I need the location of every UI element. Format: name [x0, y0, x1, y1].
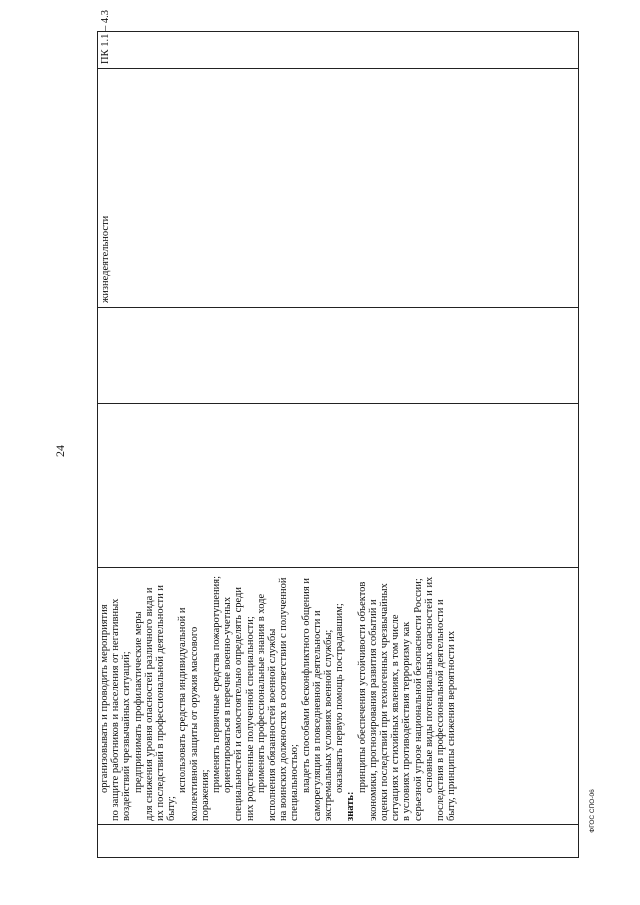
skills-line: использовать средства индивидуальной и [177, 607, 189, 793]
discipline-name-cell [98, 69, 579, 308]
skills-line: организовывать и проводить мероприятия [99, 604, 110, 793]
skills-line: ориентироваться в перечне военно-учетных [222, 596, 234, 793]
competency-table-region [97, 10, 579, 858]
skills-knowledge-cell [98, 568, 579, 825]
skills-line: экстремальных условиях военной службы; [323, 629, 335, 821]
skills-line: владеть способами бесконфликтного общения и [300, 578, 312, 793]
competencies-cell [98, 10, 579, 69]
skills-line: саморегуляции в повседневной деятельности и [311, 610, 323, 821]
skills-line: поражения; [199, 769, 211, 821]
skills-line: них родственные полученной специальности; [244, 616, 256, 821]
hours-cell [98, 404, 579, 568]
skills-line: применять профессиональные знания в ходе [255, 593, 267, 793]
skills-line: последствия в профессиональной деятельности и [435, 599, 447, 821]
skills-line: экономики, прогнозирования развития событий и [367, 599, 379, 821]
skills-line: применять первичные средства пожаротушения; [211, 575, 223, 793]
skills-line: быту; [166, 796, 178, 821]
index-cell [98, 825, 579, 858]
table-row [98, 32, 579, 858]
competency-table-rotated [97, 10, 579, 858]
skills-line: по защите работников и населения от негативных [110, 598, 122, 821]
skills-line: специальностью; [289, 744, 301, 821]
skills-line: быту, принципы снижения вероятности их [446, 630, 458, 821]
skills-line: их последствий в профессиональной деятельности и [155, 585, 167, 821]
skills-line: основные виды потенциальных опасностей и их [423, 576, 435, 793]
skills-line: знать: [345, 791, 357, 821]
skills-line: в условиях противодействия терроризму как [401, 621, 413, 821]
skills-line: для снижения уровня опасностей различного вида и [143, 587, 155, 821]
skills-line: оказывать первую помощь пострадавшим; [334, 603, 346, 793]
competency-table [97, 10, 579, 858]
footer-code: ФГОС СПО-06 [589, 789, 596, 833]
skills-line: на воинских должностях в соответствии с полученной [278, 577, 290, 821]
skills-line: принципы обеспечения устойчивости объектов [356, 581, 368, 793]
competencies-code: ПК 1.1 – 4.3 [100, 10, 111, 64]
index-code-cell [98, 308, 579, 404]
skills-line: исполнения обязанностей военной службы [267, 628, 279, 821]
skills-line: оценки последствий при техногенных чрезвычайных [379, 583, 391, 821]
skills-line: серьезной угрозе национальной безопасности России; [412, 578, 424, 821]
page-number: 24 [53, 445, 67, 457]
skills-line: предпринимать профилактические меры [132, 611, 144, 793]
skills-line: специальностей и самостоятельно определять среди [233, 587, 245, 821]
discipline-name: жизнедеятельности [100, 215, 111, 303]
skills-list [98, 568, 458, 824]
skills-line: воздействий чрезвычайных ситуаций; [121, 651, 133, 821]
skills-line: ситуациях и стихийных явлениях, в том числе [390, 614, 402, 821]
skills-line: коллективной защиты от оружия массового [188, 626, 200, 821]
